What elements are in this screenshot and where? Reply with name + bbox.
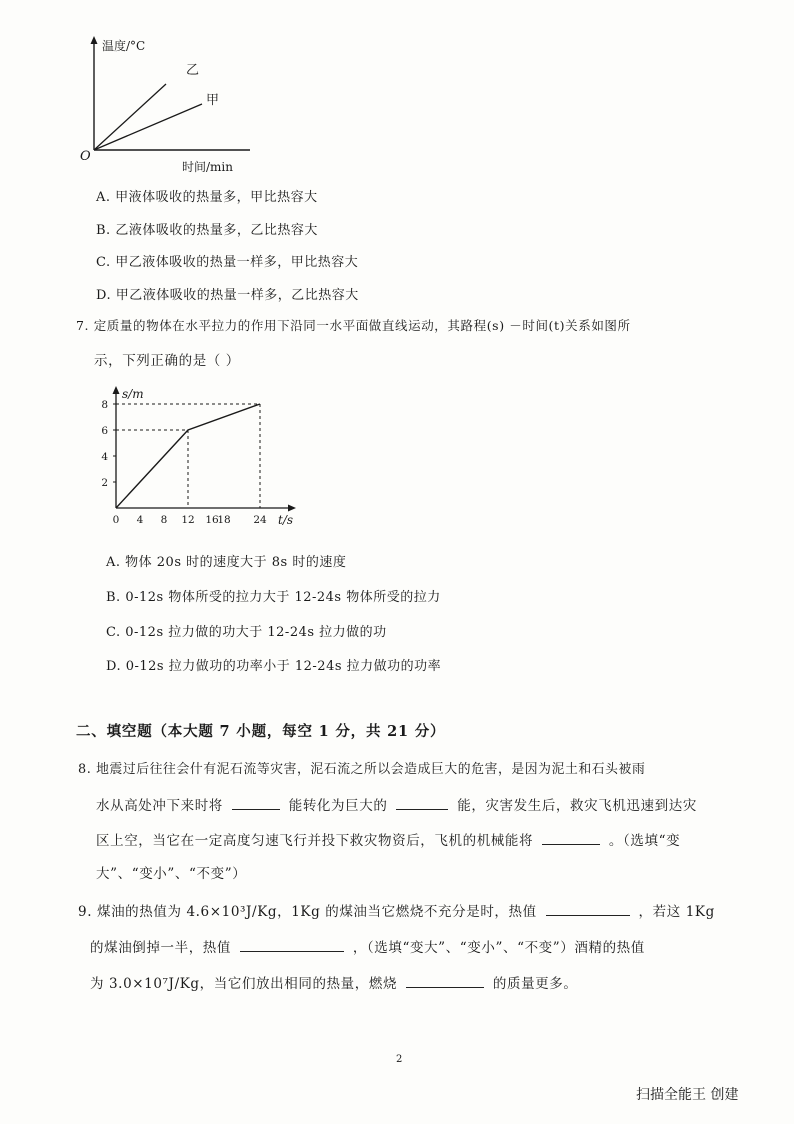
q8-line4: 大”、“变小”、“不变”） [96, 866, 247, 882]
graph1-label-yi: 乙 [186, 63, 200, 78]
st-x-arrow [288, 505, 296, 512]
section2-title: 二、填空题（本大题 7 小题，每空 1 分，共 21 分） [76, 723, 446, 740]
st-x-label: t/s [278, 513, 294, 527]
st-x-tick-label-16: 16 [205, 514, 219, 526]
st-y-arrow [113, 386, 120, 394]
q7-option-d: D. 0-12s 拉力做功的功率小于 12-24s 拉力做功的功率 [106, 659, 442, 674]
st-x-tick-label-18: 18 [217, 514, 231, 526]
q7-stem-line2: 示，下列正确的是（ ） [94, 353, 240, 369]
s-t-chart [92, 382, 312, 532]
st-x-tick-label-8: 8 [160, 514, 168, 526]
q8-line3-part2: 。（选填“变 [608, 833, 681, 849]
st-x-tick-label-24: 24 [253, 514, 267, 526]
q8-line2-part3: 能，灾害发生后，救灾飞机迅速到达灾 [457, 798, 697, 814]
page-number: 2 [396, 1054, 403, 1065]
graph1-label-jia: 甲 [206, 93, 220, 108]
st-y-tick-label-6: 6 [101, 425, 108, 437]
st-y-tick-label-4: 4 [101, 451, 108, 463]
q9-line1 [78, 900, 715, 920]
q8-blank-3[interactable] [542, 832, 600, 845]
q9-line1-part2: ，若这 1Kg [638, 904, 715, 920]
q8-blank-1[interactable] [232, 797, 280, 810]
st-x-tick-label-0: 0 [112, 514, 120, 526]
graph1-origin: O [80, 149, 91, 164]
q6-option-d: D. 甲乙液体吸收的热量一样多，乙比热容大 [96, 288, 359, 303]
q8-line2-part2: 能转化为巨大的 [288, 798, 388, 814]
q7-option-c: C. 0-12s 拉力做的功大于 12-24s 拉力做的功 [106, 625, 387, 640]
q7-option-b: B. 0-12s 物体所受的拉力大于 12-24s 物体所受的拉力 [106, 590, 441, 605]
q8-blank-2[interactable] [396, 797, 448, 810]
st-y-tick-label-8: 8 [101, 399, 108, 411]
q6-option-c: C. 甲乙液体吸收的热量一样多，甲比热容大 [96, 255, 359, 270]
temperature-time-graph [70, 32, 270, 177]
q9-line3-part1: 为 3.0×10⁷J/Kg，当它们放出相同的热量，燃烧 [90, 976, 398, 992]
st-y-tick-label-2: 2 [101, 477, 108, 489]
q9-line3-part2: 的质量更多。 [492, 976, 578, 992]
q9-line2 [90, 936, 645, 956]
st-x-tick-label-4: 4 [136, 514, 144, 526]
scanner-watermark: 扫描全能王 创建 [636, 1087, 739, 1103]
st-x-tick-label-12: 12 [181, 514, 195, 526]
graph1-x-label: 时间/min [182, 160, 233, 174]
graph1-line-yi [94, 84, 166, 150]
q9-line3 [90, 972, 577, 992]
q9-blank-3[interactable] [406, 975, 484, 988]
q7-stem-line1: 7. 定质量的物体在水平拉力的作用下沿同一水平面做直线运动，其路程(s) －时间(t)关系如图所 [76, 318, 631, 333]
st-y-label: s/m [122, 387, 144, 401]
q9-blank-1[interactable] [546, 903, 630, 916]
q8-line2 [96, 794, 697, 814]
q9-line2-part2: ，（选填“变大”、“变小”、“不变”）酒精的热值 [352, 940, 645, 956]
graph1-y-label: 温度/°C [102, 39, 146, 53]
q8-line2-part1: 水从高处冲下来时将 [96, 798, 223, 814]
q6-option-a: A. 甲液体吸收的热量多，甲比热容大 [96, 190, 318, 205]
q7-option-a: A. 物体 20s 时的速度大于 8s 时的速度 [106, 555, 347, 570]
q8-line3-part1: 区上空，当它在一定高度匀速飞行并投下救灾物资后，飞机的机械能将 [96, 833, 534, 849]
q8-line3 [96, 829, 680, 849]
q9-blank-2[interactable] [240, 939, 344, 952]
graph1-y-arrow [91, 36, 98, 44]
q9-line2-part1: 的煤油倒掉一半，热值 [90, 940, 231, 956]
q9-line1-part1: 9. 煤油的热值为 4.6×10³J/Kg，1Kg 的煤油当它燃烧不充分是时，热值 [78, 904, 537, 920]
q6-option-b: B. 乙液体吸收的热量多，乙比热容大 [96, 223, 318, 238]
q8-line1: 8. 地震过后往往会什有泥石流等灾害，泥石流之所以会造成巨大的危害，是因为泥土和石头被雨 [78, 762, 646, 777]
graph1-line-jia [94, 104, 202, 150]
